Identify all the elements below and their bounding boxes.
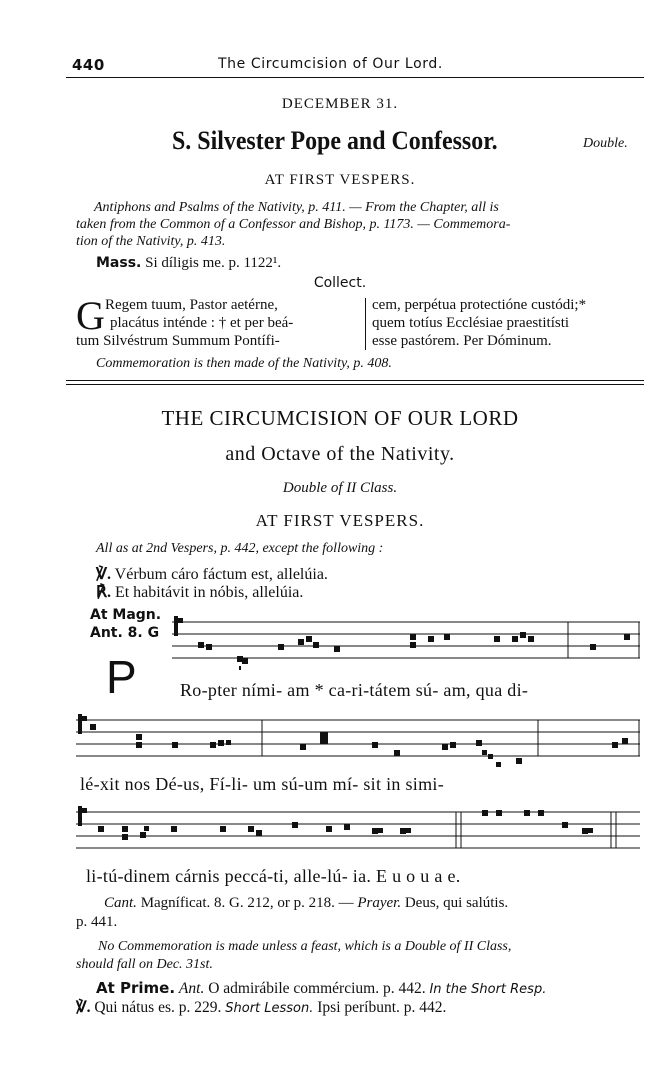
feast-title: S. Silvester Pope and Confessor. <box>172 126 498 155</box>
antiphons-note-1: Antiphons and Psalms of the Nativity, p. 411. — From the Chapter, all is <box>94 200 499 215</box>
no-commemoration-2: should fall on Dec. 31st. <box>76 957 213 972</box>
prayer-label: Prayer. <box>357 895 402 911</box>
circumcision-rank: Double of II Class. <box>282 480 398 496</box>
collect-right-2: quem totíus Ecclésiae praestitísti <box>372 315 570 331</box>
prayer-text: Deus, qui salútis. <box>404 895 509 911</box>
short-lesson-text: Ipsi períbunt. p. 442. <box>317 999 447 1016</box>
running-title: The Circumcision of Our Lord. <box>218 56 443 72</box>
cant-label: Cant. <box>104 895 137 911</box>
feast-date: DECEMBER 31. <box>281 96 399 112</box>
section-rule-top <box>66 380 644 381</box>
collect-right-3: esse pastórem. Per Dóminum. <box>372 333 552 349</box>
prime-label: At Prime. <box>96 979 176 997</box>
lyrics-line-2: lé-xit nos Dé-us, Fí-li- um sú-um mí- sit in simi- <box>80 774 444 794</box>
antiphons-note-3: tion of the Nativity, p. 413. <box>76 234 226 249</box>
collect-left-2: placátus inténde : † et per beá- <box>110 315 294 331</box>
section-rule-bottom <box>66 384 644 385</box>
short-lesson-label: Short Lesson. <box>225 1001 314 1016</box>
prime-ant-label: Ant. <box>178 980 205 997</box>
page-number: 440 <box>72 56 105 74</box>
collect-right-1: cem, perpétua protectióne custódi;* <box>372 297 587 313</box>
header-rule <box>66 77 644 78</box>
collect-divider <box>365 298 366 350</box>
circumcision-vespers-heading: AT FIRST VESPERS. <box>255 511 425 530</box>
prime-versicle-symbol: ℣. <box>76 999 91 1016</box>
collect-initial: G <box>76 293 105 338</box>
mass-label: Mass. <box>96 255 142 271</box>
circumcision-title: THE CIRCUMCISION OF OUR LORD <box>161 406 519 430</box>
feast-rank: Double. <box>583 136 628 151</box>
collect-left-1: Regem tuum, Pastor aetérne, <box>105 297 278 313</box>
chant-initial: P <box>106 651 137 703</box>
all-as-note: All as at 2nd Vespers, p. 442, except the following : <box>96 541 384 556</box>
chant-staff-3 <box>76 804 642 854</box>
versicle-symbol: ℣. <box>96 566 111 583</box>
chant-staff-2 <box>76 712 642 772</box>
clef-icon <box>174 616 178 636</box>
commemoration-note: Commemoration is then made of the Nativity, p. 408. <box>96 356 392 371</box>
lyrics-line-1: Ro-pter ními- am * ca-ri-tátem sú- am, qua di- <box>180 680 529 700</box>
prime-versicle-text: Qui nátus es. p. 229. <box>94 999 222 1016</box>
antiphons-note-2: taken from the Common of a Confessor and Bishop, p. 1173. — Commemora- <box>76 217 511 232</box>
circumcision-subtitle: and Octave of the Nativity. <box>225 443 455 465</box>
short-resp-label: In the Short Resp. <box>429 982 547 997</box>
antiphon-label-1: At Magn. <box>90 607 162 623</box>
response-symbol: ℟. <box>96 584 111 601</box>
mass-text: Si díligis me. p. 1122¹. <box>145 255 282 271</box>
antiphon-label-2: Ant. 8. G <box>90 625 160 641</box>
prime-ant-text: O admirábile commércium. p. 442. <box>208 980 426 997</box>
vespers-heading: AT FIRST VESPERS. <box>264 172 416 188</box>
no-commemoration-1: No Commemoration is made unless a feast, which is a Double of II Class, <box>98 939 512 954</box>
collect-heading: Collect. <box>313 275 367 291</box>
versicle-text: Vérbum cáro fáctum est, allelúia. <box>114 566 328 583</box>
cant-text: Magníficat. 8. G. 212, or p. 218. — <box>140 895 354 911</box>
lyrics-line-3: li-tú-dinem cárnis peccá-ti, alle-lú- ia. E u o u a e. <box>86 866 461 886</box>
prayer-page: p. 441. <box>76 914 118 930</box>
collect-left-3: tum Silvéstrum Summum Pontífi- <box>76 333 280 349</box>
response-text: Et habitávit in nóbis, allelúia. <box>114 584 304 601</box>
